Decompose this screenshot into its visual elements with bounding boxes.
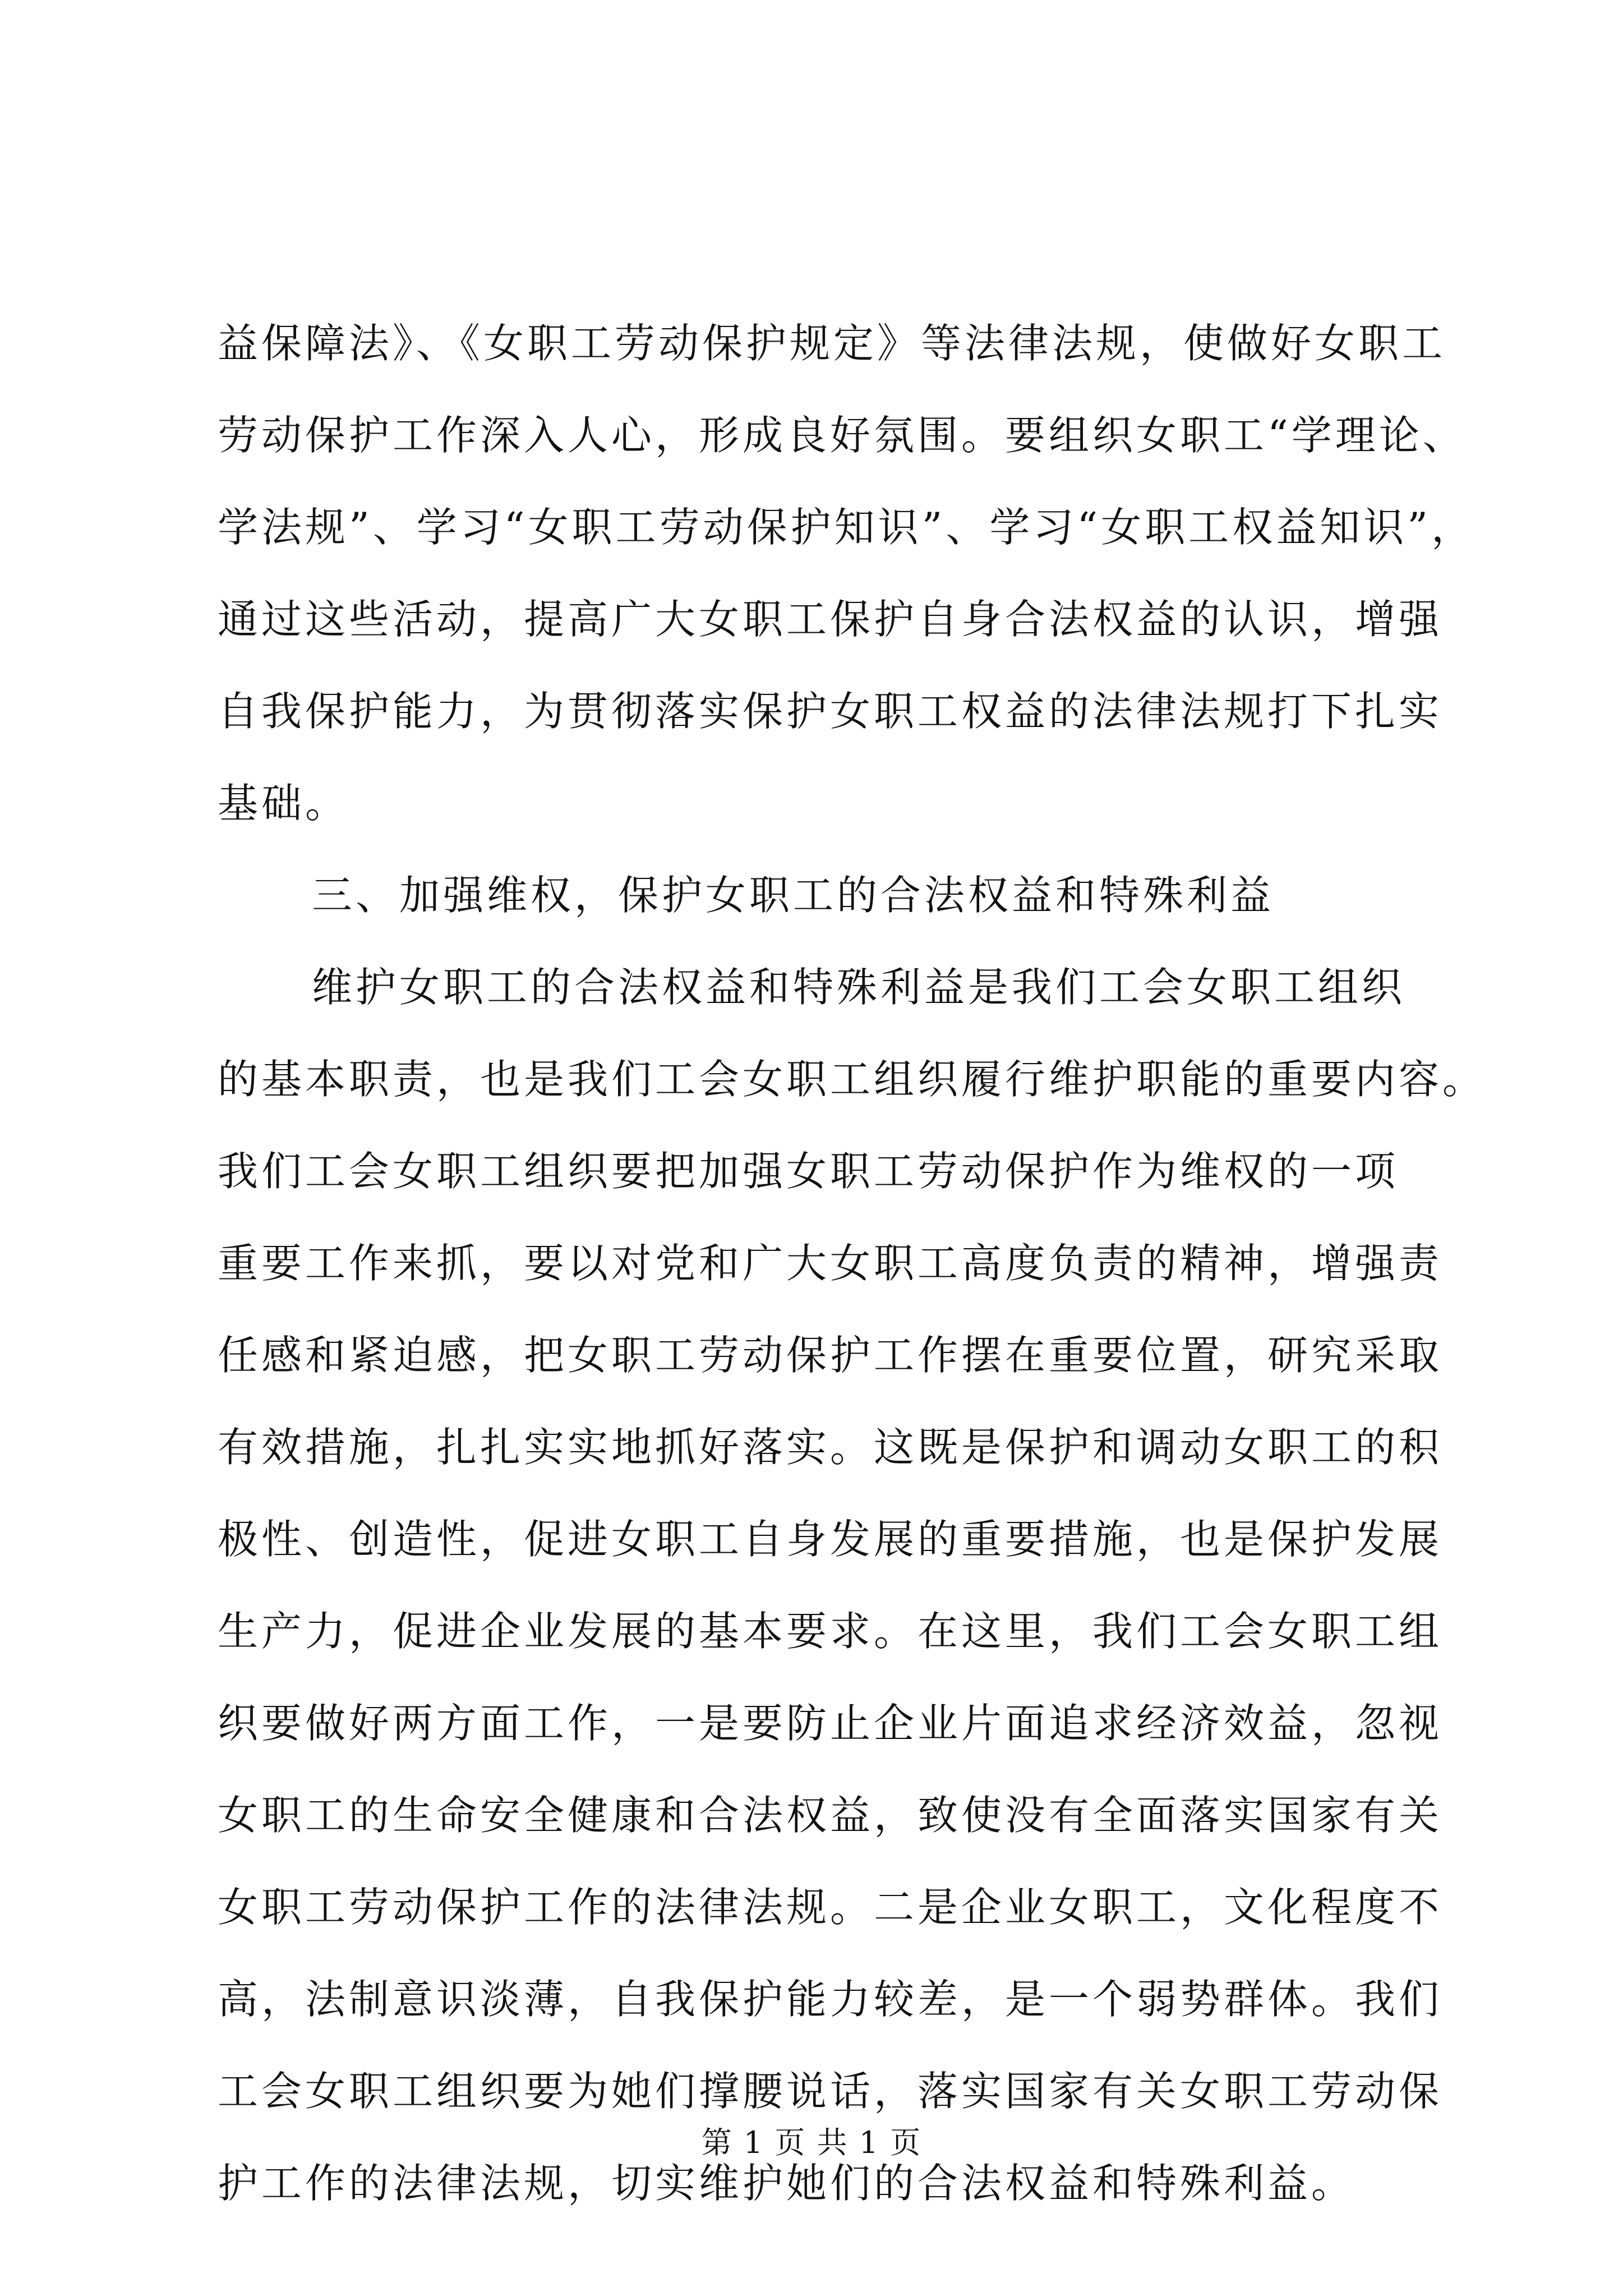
text-line: 护工作的法律法规，切实维护她们的合法权益和特殊利益。 — [218, 2160, 1355, 2207]
text-line: 有效措施，扎扎实实地抓好落实。这既是保护和调动女职工的积 — [218, 1424, 1443, 1471]
text-line: 女职工的生命安全健康和合法权益，致使没有全面落实国家有关 — [218, 1792, 1443, 1839]
text-line: 学法规”、学习“女职工劳动保护知识”、学习“女职工权益知识”， — [218, 504, 1476, 551]
text-line: 通过这些活动，提高广大女职工保护自身合法权益的认识，增强 — [218, 596, 1443, 643]
document-body — [218, 297, 1487, 2229]
text-line: 的基本职责，也是我们工会女职工组织履行维护职能的重要内容。 — [218, 1056, 1487, 1103]
text-line: 益保障法》、《女职工劳动保护规定》等法律法规，使做好女职工 — [218, 320, 1446, 367]
text-line: 任感和紧迫感，把女职工劳动保护工作摆在重要位置，研究采取 — [218, 1332, 1443, 1379]
text-line: 织要做好两方面工作，一是要防止企业片面追求经济效益，忽视 — [218, 1700, 1443, 1747]
text-line: 基础。 — [218, 780, 349, 827]
section-heading: 三、加强维权，保护女职工的合法权益和特殊利益 — [312, 872, 1275, 919]
text-line: 极性、创造性，促进女职工自身发展的重要措施，也是保护发展 — [218, 1516, 1443, 1563]
text-line: 我们工会女职工组织要把加强女职工劳动保护作为维权的一项 — [218, 1148, 1399, 1195]
text-line: 自我保护能力，为贯彻落实保护女职工权益的法律法规打下扎实 — [218, 688, 1443, 735]
text-line: 生产力，促进企业发展的基本要求。在这里，我们工会女职工组 — [218, 1608, 1443, 1655]
text-line: 重要工作来抓，要以对党和广大女职工高度负责的精神，增强责 — [218, 1240, 1443, 1287]
text-line: 高，法制意识淡薄，自我保护能力较差，是一个弱势群体。我们 — [218, 1976, 1443, 2023]
text-line: 女职工劳动保护工作的法律法规。二是企业女职工，文化程度不 — [218, 1884, 1443, 1931]
page-footer: 第 1 页 共 1 页 — [701, 2125, 922, 2160]
text-line: 劳动保护工作深入人心，形成良好氛围。要组织女职工“学理论、 — [218, 412, 1467, 459]
text-line: 维护女职工的合法权益和特殊利益是我们工会女职工组织 — [312, 964, 1406, 1011]
text-line: 工会女职工组织要为她们撑腰说话，落实国家有关女职工劳动保 — [218, 2068, 1443, 2115]
